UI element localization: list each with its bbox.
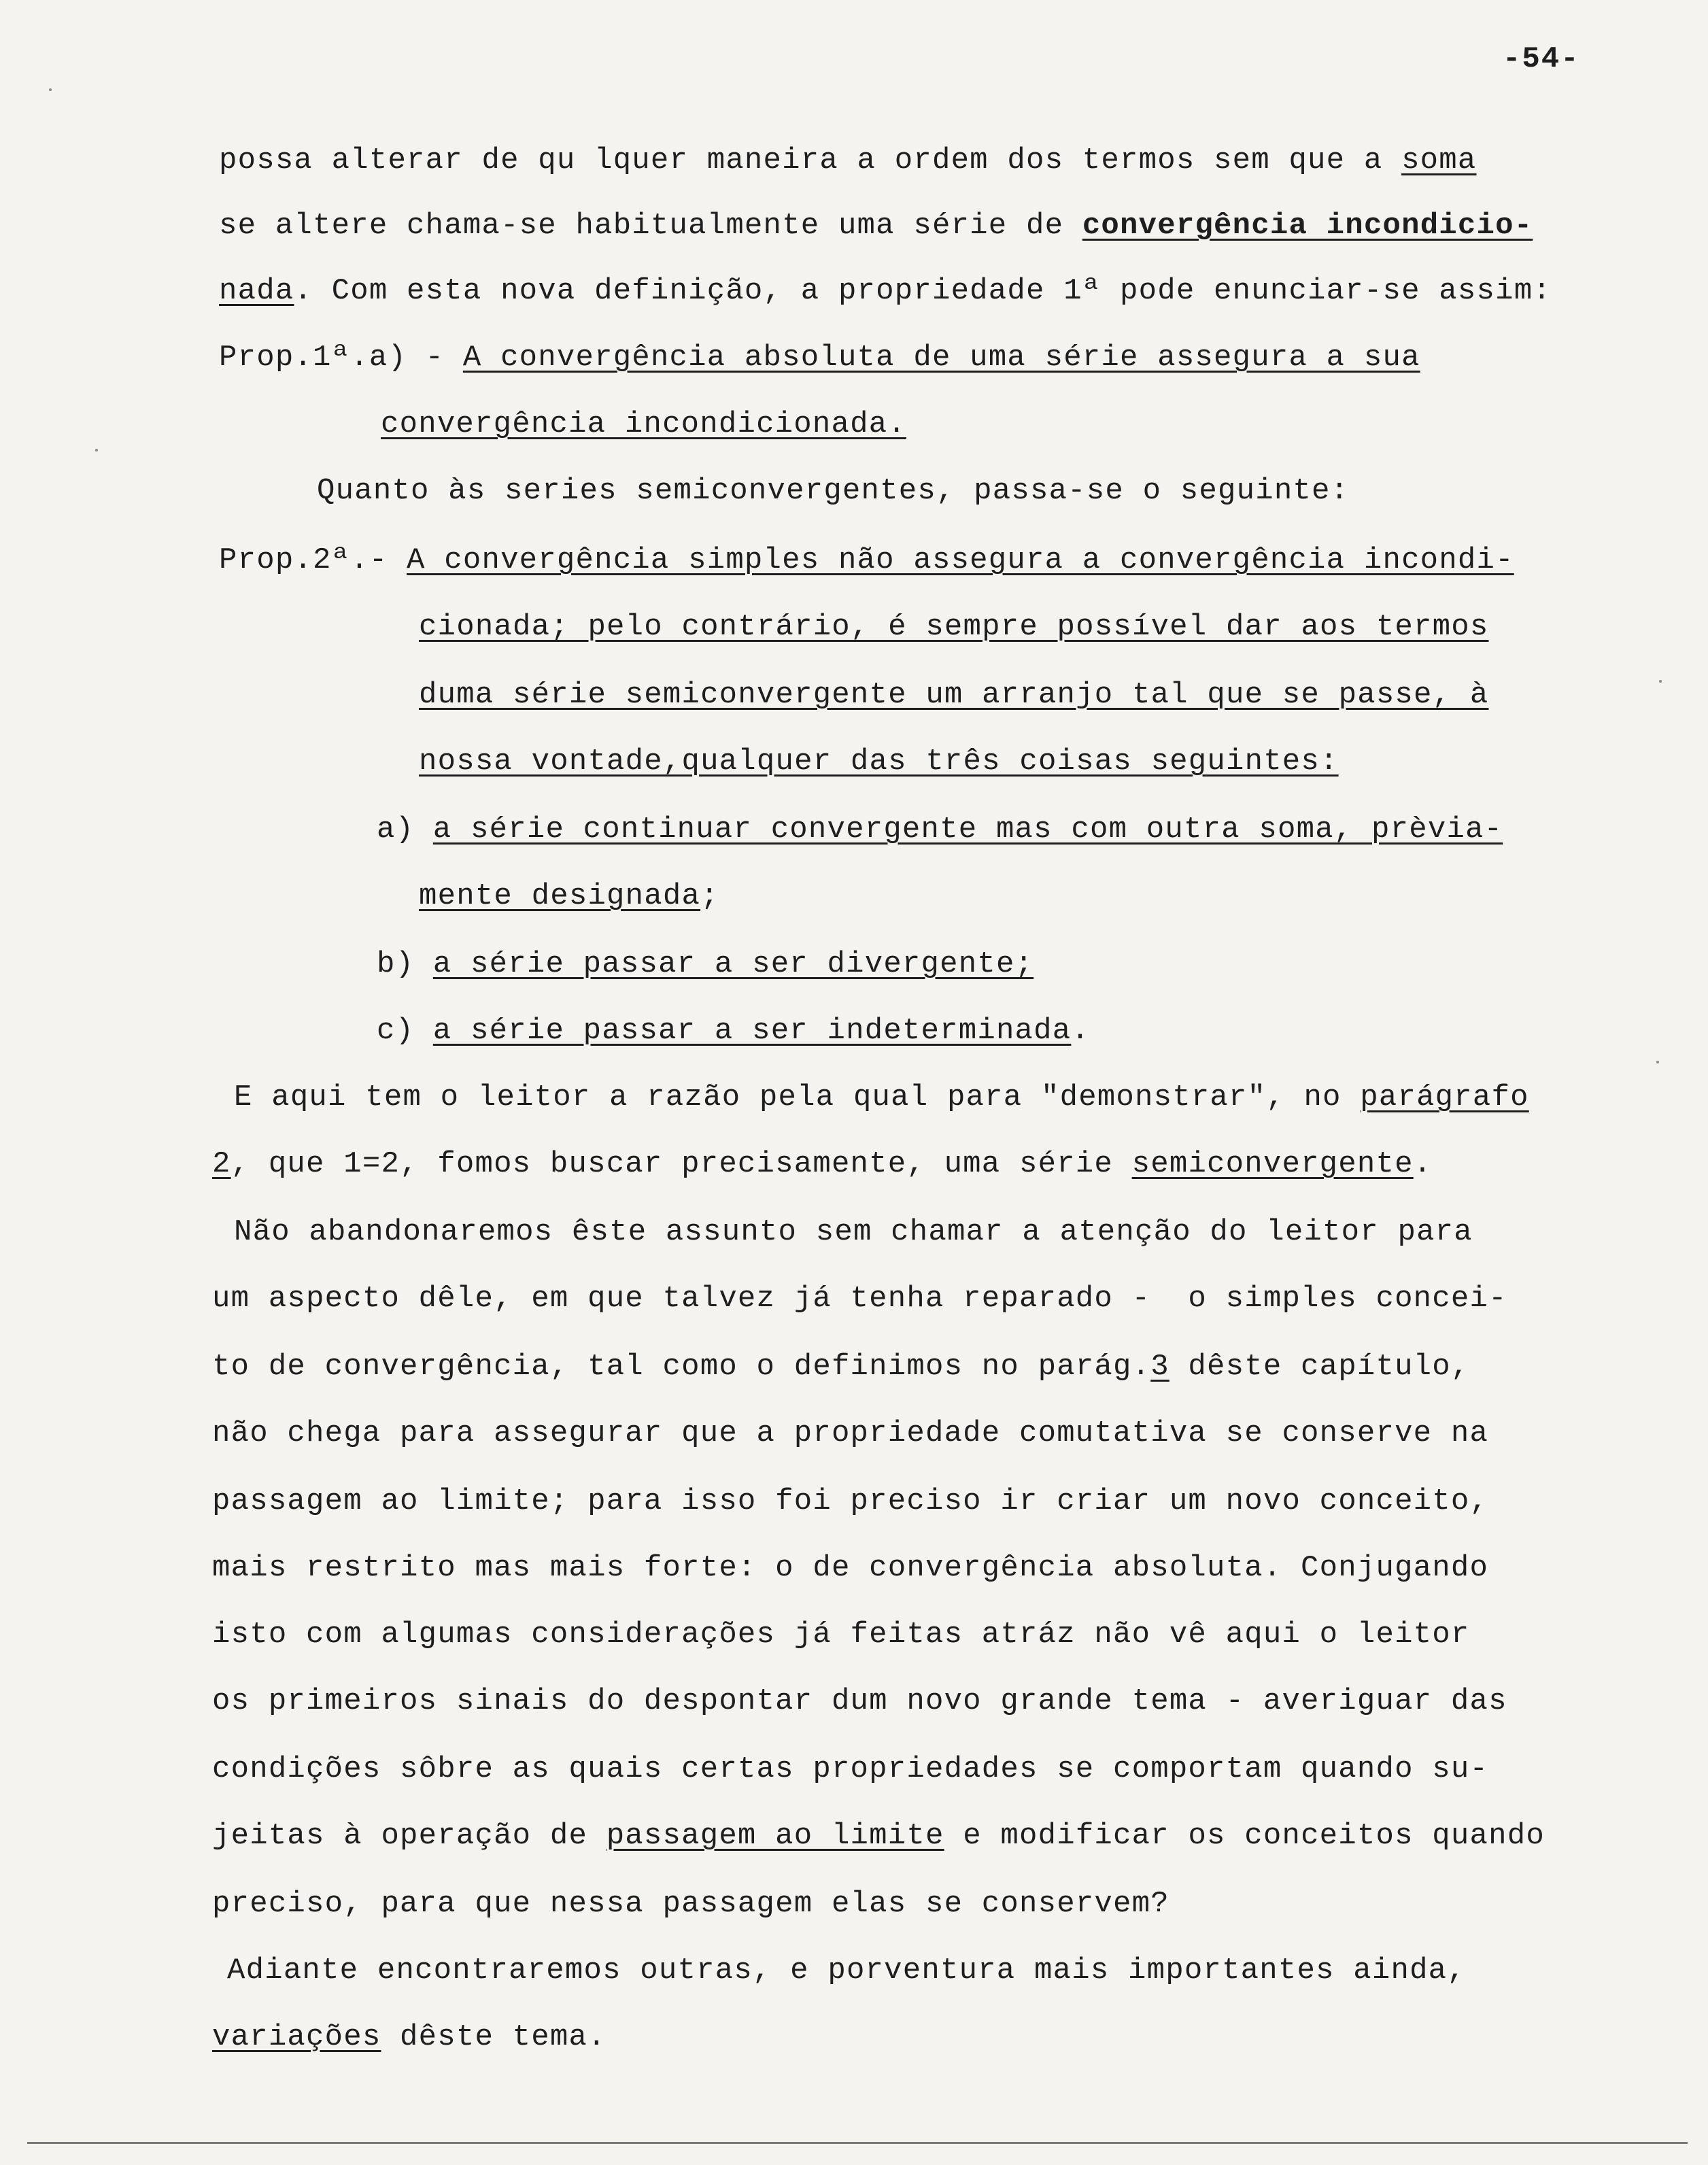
text-run: E aqui tem o leitor a razão pela qual para "demonstrar", no — [234, 1080, 1361, 1114]
text-run: , que 1=2, fomos buscar precisamente, uma série — [230, 1147, 1132, 1181]
text-line — [212, 1548, 1488, 1588]
text-run: condições sôbre as quais certas propriedades se comportam quando su- — [212, 1752, 1489, 1786]
text-line — [317, 471, 1349, 511]
underlined-text: passagem ao limite — [606, 1819, 944, 1853]
underlined-text: a série passar a ser indeterminada — [432, 1014, 1072, 1048]
text-line — [419, 675, 1488, 715]
text-run: não chega para assegurar que a propriedade comutativa se conserve na — [212, 1416, 1489, 1450]
text-run: um aspecto dêle, em que talvez já tenha reparado - o simples concei- — [212, 1282, 1507, 1316]
page-number: -54- — [1503, 42, 1580, 76]
text-run: isto com algumas considerações já feitas atráz não vê aqui o leitor — [212, 1618, 1470, 1652]
underlined-text: variações — [212, 2020, 381, 2054]
text-run: to de convergência, tal como o definimos no parág. — [212, 1350, 1151, 1384]
underlined-text: mente designada — [419, 879, 701, 913]
text-line — [227, 1950, 1466, 1991]
text-line — [212, 1481, 1488, 1522]
text-run: b) — [377, 947, 433, 981]
scan-speck — [95, 449, 98, 451]
text-run: dêste tema. — [381, 2020, 607, 2054]
scan-speck — [1656, 1061, 1659, 1063]
bottom-edge-rule — [27, 2142, 1688, 2144]
text-line — [212, 2017, 607, 2058]
text-run: mais restrito mas mais forte: o de convergência absoluta. Conjugando — [212, 1551, 1489, 1585]
underlined-text: parágrafo — [1360, 1080, 1529, 1114]
text-line — [219, 205, 1533, 246]
scan-speck — [1659, 680, 1662, 683]
underlined-text: 2 — [212, 1147, 231, 1181]
text-line — [212, 1144, 1432, 1184]
text-run: Quanto às series semiconvergentes, passa-se o seguinte: — [317, 474, 1350, 508]
text-run: Prop.1ª.a) - — [219, 341, 463, 375]
text-line — [212, 1681, 1507, 1722]
text-line — [219, 140, 1477, 181]
text-line — [212, 1815, 1545, 1856]
text-line — [419, 741, 1339, 782]
text-run: jeitas à operação de — [212, 1819, 607, 1853]
text-line — [234, 1077, 1529, 1118]
text-line — [381, 404, 906, 445]
text-line — [212, 1883, 1169, 1924]
underlined-text: A convergência absoluta de uma série assegura a sua — [462, 341, 1420, 375]
text-line — [212, 1749, 1488, 1790]
text-run: . — [1413, 1147, 1433, 1181]
text-line — [212, 1346, 1470, 1387]
text-run: Prop.2ª.- — [219, 543, 407, 577]
text-line — [377, 809, 1503, 850]
text-run: preciso, para que nessa passagem elas se conservem? — [212, 1887, 1169, 1921]
text-line — [234, 1212, 1473, 1252]
text-run: ; — [700, 879, 719, 913]
text-line — [212, 1413, 1488, 1454]
text-run: os primeiros sinais do despontar dum novo grande tema - averiguar das — [212, 1684, 1507, 1718]
text-run: e modificar os conceitos quando — [944, 1819, 1545, 1853]
underlined-text: a série continuar convergente mas com outra soma, prèvia- — [432, 813, 1503, 847]
text-run: c) — [377, 1014, 433, 1048]
text-run: Não abandonaremos êste assunto sem chamar a atenção do leitor para — [234, 1215, 1473, 1249]
scan-speck — [49, 88, 52, 91]
text-run: dêste capítulo, — [1169, 1350, 1470, 1384]
underlined-text: semiconvergente — [1131, 1147, 1414, 1181]
underlined-text: duma série semiconvergente um arranjo tal que se passe, à — [419, 678, 1489, 712]
text-line — [377, 944, 1034, 985]
underlined-text: a série passar a ser divergente; — [432, 947, 1034, 981]
text-run: possa alterar de qu lquer maneira a ordem dos termos sem que a — [219, 143, 1402, 177]
underlined-text: A convergência simples não assegura a convergência incondi- — [407, 543, 1514, 577]
text-run: Adiante encontraremos outras, e porventura mais importantes ainda, — [227, 1954, 1466, 1988]
underlined-text: nada — [219, 274, 294, 308]
text-line — [212, 1614, 1470, 1655]
underlined-text: convergência incondicio- — [1082, 209, 1533, 243]
text-line — [219, 540, 1514, 581]
text-line — [212, 1278, 1507, 1319]
text-run: passagem ao limite; para isso foi preciso ir criar um novo conceito, — [212, 1484, 1489, 1518]
text-run: . Com esta nova definição, a propriedade 1ª pode enunciar-se assim: — [294, 274, 1552, 308]
underlined-text: convergência incondicionada. — [381, 407, 906, 441]
text-run: a) — [377, 813, 433, 847]
text-run: se altere chama-se habitualmente uma série de — [219, 209, 1082, 243]
text-line — [419, 876, 719, 917]
text-line — [419, 607, 1488, 647]
underlined-text: soma — [1401, 143, 1477, 177]
text-line — [219, 337, 1420, 378]
underlined-text: 3 — [1150, 1350, 1169, 1384]
text-run: . — [1071, 1014, 1090, 1048]
text-line — [219, 271, 1552, 311]
underlined-text: nossa vontade,qualquer das três coisas seguintes: — [419, 745, 1339, 779]
text-line — [377, 1010, 1090, 1051]
underlined-text: cionada; pelo contrário, é sempre possível dar aos termos — [419, 610, 1489, 644]
